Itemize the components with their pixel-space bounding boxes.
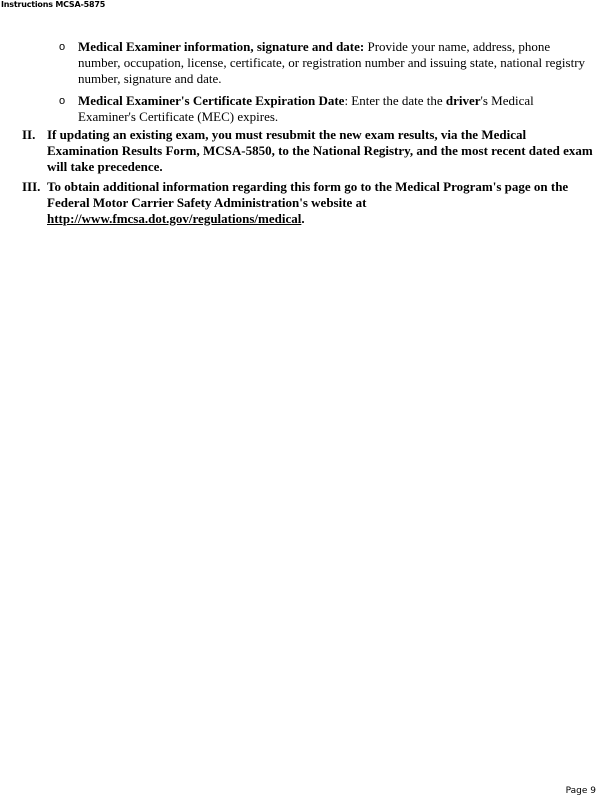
section-text: If updating an existing exam, you must resubmit the new exam results, via the Medical Examination Results Form, MCSA-5850, to the National Registry, and the most recent dated exam will take precedence.	[47, 127, 593, 174]
bullet-bold-word: driver	[445, 93, 481, 108]
bullet-medical-examiner-info	[59, 39, 594, 87]
bullet-text	[78, 39, 594, 87]
bullet-body-b: 's Medical Examiner's Certificate (MEC) expires.	[78, 93, 534, 124]
document-header: Instructions MCSA-5875	[1, 0, 106, 9]
section-tail: .	[301, 211, 305, 226]
bullet-body: Provide your name, address, phone number, occupation, license, certificate, or registration number and issuing state, national registry number, signature and date.	[78, 39, 586, 86]
section-text-container	[47, 179, 600, 227]
section-numeral: II.	[22, 127, 36, 142]
section-ii	[22, 127, 600, 175]
bullet-certificate-expiration	[59, 93, 594, 125]
bullet-body-a: : Enter the date the	[344, 93, 446, 108]
page-number: Page 9	[565, 786, 596, 796]
bullet-heading: Medical Examiner's Certificate Expiration Date	[78, 93, 345, 108]
section-text: To obtain additional information regarding this form go to the Medical Program's page on the Federal Motor Carrier Safety Administration's website at	[47, 179, 569, 210]
bullet-heading: Medical Examiner information, signature and date:	[78, 39, 365, 54]
section-iii	[22, 179, 600, 227]
bullet-marker: o	[59, 95, 66, 107]
fmcsa-medical-link[interactable]: http://www.fmcsa.dot.gov/regulations/medical	[47, 211, 302, 226]
section-numeral: III.	[22, 179, 41, 194]
bullet-text	[78, 93, 594, 125]
bullet-marker: o	[59, 41, 66, 53]
